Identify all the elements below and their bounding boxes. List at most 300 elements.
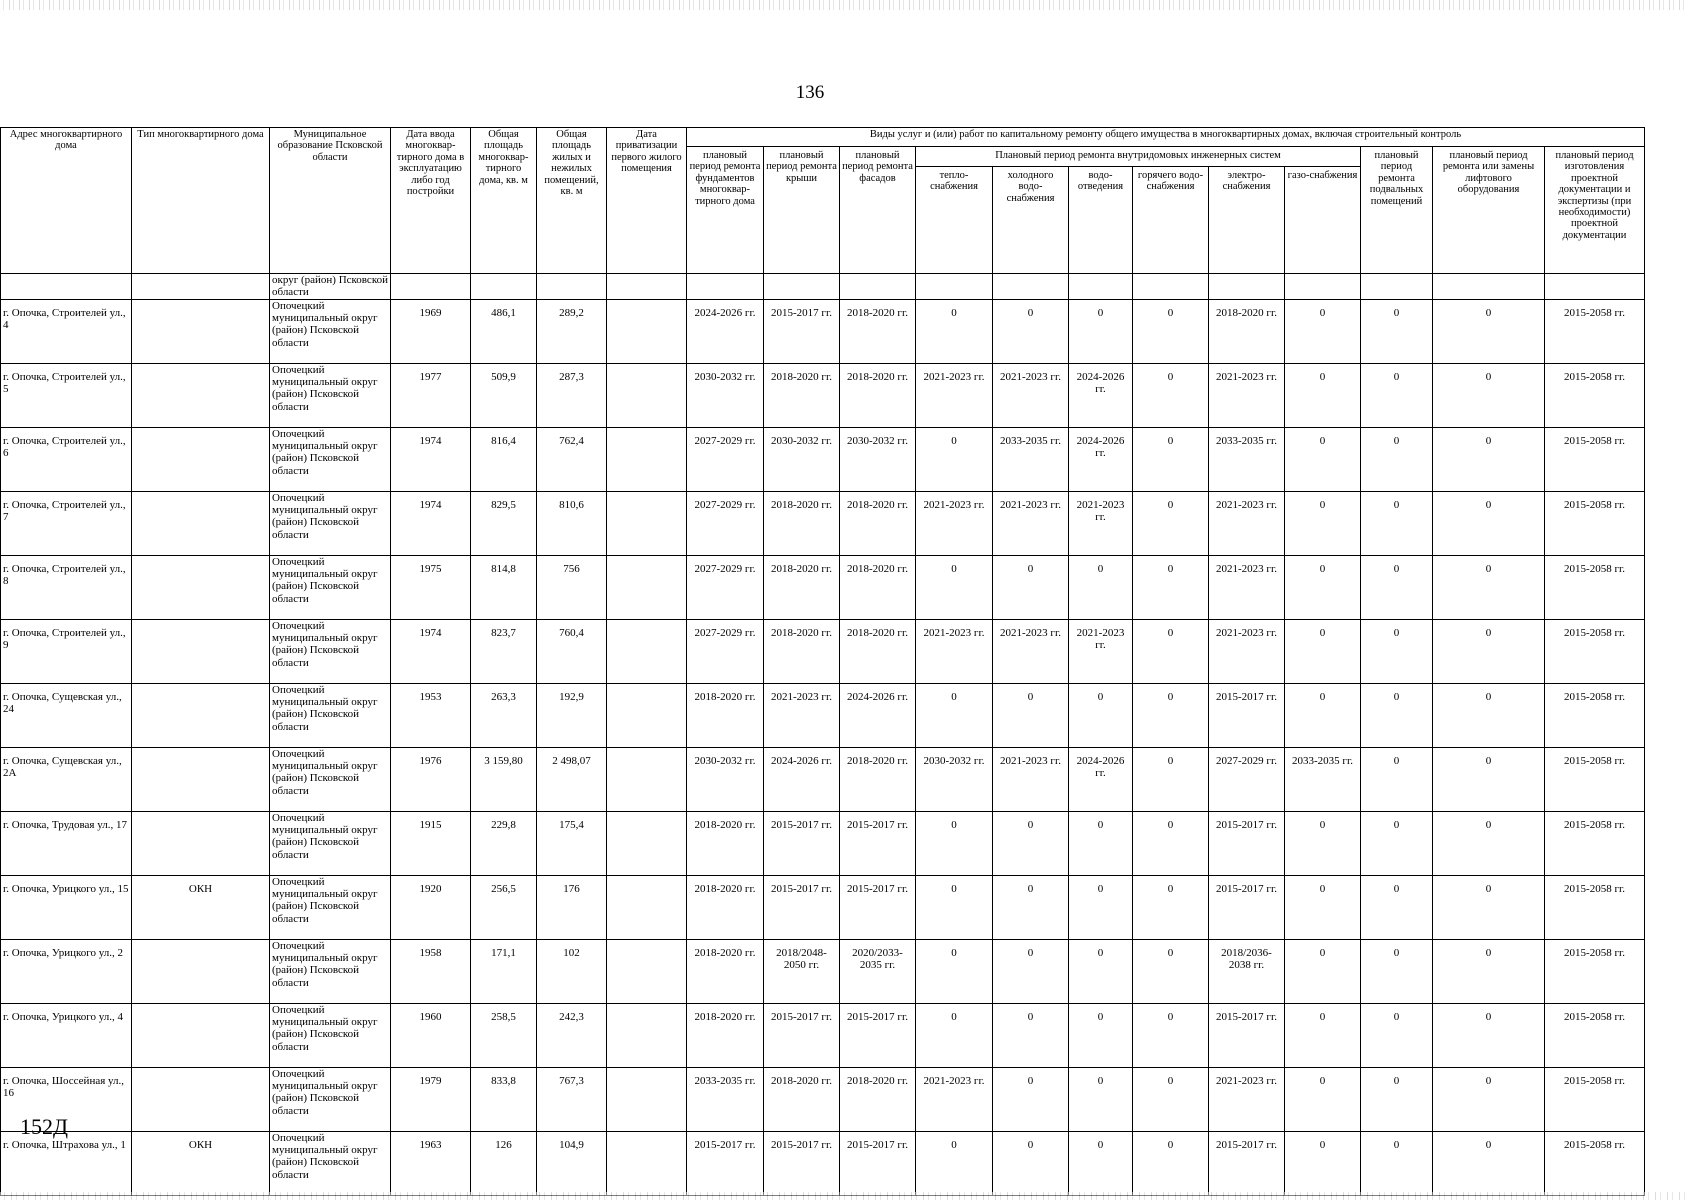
cell-privatization — [607, 684, 687, 748]
cell-privatization — [607, 364, 687, 428]
cell-electric: 2021-2023 гг. — [1209, 1068, 1285, 1132]
cell-design: 2015-2058 гг. — [1545, 684, 1645, 748]
cell-municipality: Опочецкий муниципальный округ (район) Псковской области — [270, 1068, 391, 1132]
table-row — [1, 556, 1645, 620]
cell-cold-water: 0 — [993, 940, 1069, 1004]
cell-cold-water: 2033-2035 гг. — [993, 428, 1069, 492]
cell-electric: 2021-2023 гг. — [1209, 620, 1285, 684]
header-design: плановый период изготовления проектной документации и экспертизы (при необходимости) проектной документации — [1545, 147, 1645, 274]
table-row — [1, 940, 1645, 1004]
cell-heat: 2021-2023 гг. — [916, 1068, 993, 1132]
table-row — [1, 748, 1645, 812]
cell-privatization — [607, 940, 687, 1004]
cell-electric: 2033-2035 гг. — [1209, 428, 1285, 492]
cell-electric: 2021-2023 гг. — [1209, 492, 1285, 556]
cell-design: 2015-2058 гг. — [1545, 300, 1645, 364]
cell-gas: 0 — [1285, 876, 1361, 940]
cell-year: 1953 — [391, 684, 471, 748]
table-row — [1, 364, 1645, 428]
cell-type — [132, 300, 270, 364]
cell-municipality: Опочецкий муниципальный округ (район) Псковской области — [270, 748, 391, 812]
table-row — [1, 428, 1645, 492]
cell-basement: 0 — [1361, 300, 1433, 364]
cell-roof: 2024-2026 гг. — [764, 748, 840, 812]
table-row — [1, 1132, 1645, 1196]
cell-municipality: Опочецкий муниципальный округ (район) Псковской области — [270, 876, 391, 940]
header-drainage: водо-отведения — [1069, 167, 1133, 274]
cell-facade: 2018-2020 гг. — [840, 556, 916, 620]
cell-cold-water: 0 — [993, 812, 1069, 876]
cell-municipality: Опочецкий муниципальный округ (район) Псковской области — [270, 556, 391, 620]
cell-total-area: 126 — [471, 1132, 537, 1196]
cell-type — [132, 364, 270, 428]
cell-electric: 2018-2020 гг. — [1209, 300, 1285, 364]
cell-living-area: 756 — [537, 556, 607, 620]
cell-living-area: 242,3 — [537, 1004, 607, 1068]
cell-design: 2015-2058 гг. — [1545, 492, 1645, 556]
cell-cold-water: 2021-2023 гг. — [993, 492, 1069, 556]
cell-foundation: 2024-2026 гг. — [687, 300, 764, 364]
cell-cold-water: 0 — [993, 1004, 1069, 1068]
cell-roof: 2015-2017 гг. — [764, 1004, 840, 1068]
cell-gas: 0 — [1285, 1132, 1361, 1196]
cell-total-area: 833,8 — [471, 1068, 537, 1132]
cell-year: 1979 — [391, 1068, 471, 1132]
cell-elevator: 0 — [1433, 1004, 1545, 1068]
cell-hot-water: 0 — [1133, 428, 1209, 492]
cell-drainage: 0 — [1069, 876, 1133, 940]
cell-cold-water: 0 — [993, 1132, 1069, 1196]
cell-type — [132, 684, 270, 748]
cell-year: 1915 — [391, 812, 471, 876]
header-services: Виды услуг и (или) работ по капитальному ремонту общего имущества в многоквартирных домах, включая строительный контроль — [687, 128, 1645, 147]
cell-elevator: 0 — [1433, 684, 1545, 748]
cell-drainage: 0 — [1069, 556, 1133, 620]
cell-hot-water: 0 — [1133, 556, 1209, 620]
cell-foundation: 2018-2020 гг. — [687, 812, 764, 876]
cell-total-area: 229,8 — [471, 812, 537, 876]
cell-roof: 2021-2023 гг. — [764, 684, 840, 748]
cell-heat: 0 — [916, 428, 993, 492]
header-municipality: Муниципальное образование Псковской области — [270, 128, 391, 274]
cell-address: г. Опочка, Урицкого ул., 4 — [1, 1004, 132, 1068]
cell-foundation: 2027-2029 гг. — [687, 428, 764, 492]
cell-year: 1960 — [391, 1004, 471, 1068]
cell-gas: 0 — [1285, 684, 1361, 748]
cell-foundation: 2015-2017 гг. — [687, 1132, 764, 1196]
cell-address: г. Опочка, Строителей ул., 4 — [1, 300, 132, 364]
cell-elevator: 0 — [1433, 556, 1545, 620]
cell-hot-water: 0 — [1133, 620, 1209, 684]
cell-drainage: 2021-2023 гг. — [1069, 492, 1133, 556]
cell-basement: 0 — [1361, 364, 1433, 428]
cell-municipality: Опочецкий муниципальный округ (район) Псковской области — [270, 492, 391, 556]
cell-living-area: 760,4 — [537, 620, 607, 684]
cell-design: 2015-2058 гг. — [1545, 556, 1645, 620]
cell-facade: 2024-2026 гг. — [840, 684, 916, 748]
cell-roof: 2015-2017 гг. — [764, 300, 840, 364]
cell-gas: 0 — [1285, 428, 1361, 492]
cell-elevator: 0 — [1433, 428, 1545, 492]
cell-address: г. Опочка, Сущевская ул., 2А — [1, 748, 132, 812]
cell-facade: 2018-2020 гг. — [840, 300, 916, 364]
cell-basement: 0 — [1361, 684, 1433, 748]
header-hot-water: горячего водо-снабжения — [1133, 167, 1209, 274]
cell-electric: 2015-2017 гг. — [1209, 1004, 1285, 1068]
cell-design: 2015-2058 гг. — [1545, 812, 1645, 876]
cell-heat: 2021-2023 гг. — [916, 364, 993, 428]
header-systems-group: Плановый период ремонта внутридомовых инженерных систем — [916, 147, 1361, 167]
capital-repair-table — [0, 127, 1645, 1196]
cell-hot-water: 0 — [1133, 492, 1209, 556]
cell-drainage: 0 — [1069, 300, 1133, 364]
cell-address: г. Опочка, Строителей ул., 9 — [1, 620, 132, 684]
cell-heat: 0 — [916, 1132, 993, 1196]
continuation-row — [1, 274, 1645, 300]
cell-facade: 2018-2020 гг. — [840, 1068, 916, 1132]
cell-gas: 0 — [1285, 556, 1361, 620]
cell-elevator: 0 — [1433, 812, 1545, 876]
cell-elevator: 0 — [1433, 1132, 1545, 1196]
cell-roof: 2015-2017 гг. — [764, 1132, 840, 1196]
cell-living-area: 2 498,07 — [537, 748, 607, 812]
cell-living-area: 767,3 — [537, 1068, 607, 1132]
cell-gas: 0 — [1285, 812, 1361, 876]
cell-year: 1969 — [391, 300, 471, 364]
cell-municipality: Опочецкий муниципальный округ (район) Псковской области — [270, 428, 391, 492]
cell-electric: 2027-2029 гг. — [1209, 748, 1285, 812]
cell-facade: 2018-2020 гг. — [840, 364, 916, 428]
cell-total-area: 814,8 — [471, 556, 537, 620]
cell-gas: 0 — [1285, 1068, 1361, 1132]
cell-living-area: 176 — [537, 876, 607, 940]
cell-basement: 0 — [1361, 940, 1433, 1004]
cell-drainage: 2021-2023 гг. — [1069, 620, 1133, 684]
cell-cold-water: 0 — [993, 556, 1069, 620]
cell-hot-water: 0 — [1133, 364, 1209, 428]
cell-type — [132, 556, 270, 620]
cell-type — [132, 1004, 270, 1068]
cell-type — [132, 620, 270, 684]
cell-roof: 2018/2048-2050 гг. — [764, 940, 840, 1004]
cell-year: 1977 — [391, 364, 471, 428]
cell-design: 2015-2058 гг. — [1545, 620, 1645, 684]
cell-basement: 0 — [1361, 876, 1433, 940]
cell-design: 2015-2058 гг. — [1545, 748, 1645, 812]
cell-hot-water: 0 — [1133, 876, 1209, 940]
header-privatization: Дата приватизации первого жилого помещения — [607, 128, 687, 274]
cell-drainage: 0 — [1069, 1004, 1133, 1068]
cell-heat: 0 — [916, 300, 993, 364]
cell-address: г. Опочка, Строителей ул., 6 — [1, 428, 132, 492]
cell-facade: 2018-2020 гг. — [840, 492, 916, 556]
cell-electric: 2021-2023 гг. — [1209, 364, 1285, 428]
cell-electric: 2015-2017 гг. — [1209, 812, 1285, 876]
cell-total-area: 509,9 — [471, 364, 537, 428]
cell-municipality: Опочецкий муниципальный округ (район) Псковской области — [270, 364, 391, 428]
cell-type: ОКН — [132, 1132, 270, 1196]
cell-address: г. Опочка, Шоссейная ул., 16 — [1, 1068, 132, 1132]
header-total-area: Общая площадь многоквар-тирного дома, кв. м — [471, 128, 537, 274]
cell-facade: 2015-2017 гг. — [840, 1004, 916, 1068]
cell-roof: 2015-2017 гг. — [764, 876, 840, 940]
page-number: 136 — [795, 82, 825, 103]
cell-facade: 2015-2017 гг. — [840, 876, 916, 940]
cell-foundation: 2018-2020 гг. — [687, 940, 764, 1004]
cell-hot-water: 0 — [1133, 1132, 1209, 1196]
cell-facade: 2018-2020 гг. — [840, 620, 916, 684]
cell-total-area: 486,1 — [471, 300, 537, 364]
cell-foundation: 2027-2029 гг. — [687, 492, 764, 556]
cell-elevator: 0 — [1433, 364, 1545, 428]
cell-heat: 2030-2032 гг. — [916, 748, 993, 812]
cell-drainage: 0 — [1069, 1068, 1133, 1132]
scan-edge-bottom — [0, 1192, 1686, 1200]
cell-heat: 0 — [916, 940, 993, 1004]
cell-basement: 0 — [1361, 492, 1433, 556]
cell-roof: 2018-2020 гг. — [764, 620, 840, 684]
cell-foundation: 2018-2020 гг. — [687, 1004, 764, 1068]
cell-year: 1976 — [391, 748, 471, 812]
cell-cold-water: 0 — [993, 1068, 1069, 1132]
cell-municipality: Опочецкий муниципальный округ (район) Псковской области — [270, 940, 391, 1004]
cell-living-area: 289,2 — [537, 300, 607, 364]
cell-elevator: 0 — [1433, 876, 1545, 940]
cell-roof: 2018-2020 гг. — [764, 1068, 840, 1132]
cell-total-area: 829,5 — [471, 492, 537, 556]
cell-gas: 0 — [1285, 364, 1361, 428]
table-row — [1, 492, 1645, 556]
cell-cold-water: 0 — [993, 876, 1069, 940]
cell-design: 2015-2058 гг. — [1545, 1004, 1645, 1068]
cell-total-area: 263,3 — [471, 684, 537, 748]
cell-foundation: 2030-2032 гг. — [687, 748, 764, 812]
cell-roof: 2018-2020 гг. — [764, 492, 840, 556]
cell-total-area: 823,7 — [471, 620, 537, 684]
cell-basement: 0 — [1361, 1068, 1433, 1132]
cell-heat: 0 — [916, 556, 993, 620]
cell-design: 2015-2058 гг. — [1545, 1132, 1645, 1196]
cell-type — [132, 940, 270, 1004]
cell-heat: 0 — [916, 1004, 993, 1068]
cell-year: 1920 — [391, 876, 471, 940]
header-basement: плановый период ремонта подвальных помещений — [1361, 147, 1433, 274]
cell-elevator: 0 — [1433, 940, 1545, 1004]
cell-year: 1974 — [391, 492, 471, 556]
cell-municipality: Опочецкий муниципальный округ (район) Псковской области — [270, 300, 391, 364]
cell-electric: 2018/2036-2038 гг. — [1209, 940, 1285, 1004]
cell-foundation: 2027-2029 гг. — [687, 556, 764, 620]
header-cold-water: холодного водо-снабжения — [993, 167, 1069, 274]
cell-facade: 2018-2020 гг. — [840, 748, 916, 812]
cell-privatization — [607, 300, 687, 364]
cell-hot-water: 0 — [1133, 1004, 1209, 1068]
cell-total-area: 258,5 — [471, 1004, 537, 1068]
cell-hot-water: 0 — [1133, 812, 1209, 876]
cell-cold-water: 2021-2023 гг. — [993, 748, 1069, 812]
cell-privatization — [607, 1004, 687, 1068]
cell-design: 2015-2058 гг. — [1545, 940, 1645, 1004]
cell-design: 2015-2058 гг. — [1545, 1068, 1645, 1132]
table-row — [1, 1068, 1645, 1132]
cell-electric: 2021-2023 гг. — [1209, 556, 1285, 620]
cell-address: г. Опочка, Урицкого ул., 15 — [1, 876, 132, 940]
cell-address: г. Опочка, Строителей ул., 8 — [1, 556, 132, 620]
cell-roof: 2018-2020 гг. — [764, 556, 840, 620]
cell-hot-water: 0 — [1133, 940, 1209, 1004]
header-electric: электро-снабжения — [1209, 167, 1285, 274]
table-row — [1, 620, 1645, 684]
cell-municipality: Опочецкий муниципальный округ (район) Псковской области — [270, 812, 391, 876]
cell-facade: 2030-2032 гг. — [840, 428, 916, 492]
cell-foundation: 2030-2032 гг. — [687, 364, 764, 428]
cell-basement: 0 — [1361, 428, 1433, 492]
cell-elevator: 0 — [1433, 1068, 1545, 1132]
table-row — [1, 876, 1645, 940]
cell-gas: 2033-2035 гг. — [1285, 748, 1361, 812]
cell-municipality: Опочецкий муниципальный округ (район) Псковской области — [270, 1132, 391, 1196]
cell-privatization — [607, 748, 687, 812]
cell-facade: 2015-2017 гг. — [840, 812, 916, 876]
cell-heat: 2021-2023 гг. — [916, 492, 993, 556]
cell-facade: 2015-2017 гг. — [840, 1132, 916, 1196]
cell-electric: 2015-2017 гг. — [1209, 1132, 1285, 1196]
document-code: 152Д — [20, 1114, 69, 1139]
cell-total-area: 256,5 — [471, 876, 537, 940]
cell-heat: 0 — [916, 812, 993, 876]
cell-total-area: 816,4 — [471, 428, 537, 492]
cell-gas: 0 — [1285, 1004, 1361, 1068]
cell-address: г. Опочка, Сущевская ул., 24 — [1, 684, 132, 748]
cell-living-area: 192,9 — [537, 684, 607, 748]
cell-foundation: 2018-2020 гг. — [687, 876, 764, 940]
cell-elevator: 0 — [1433, 300, 1545, 364]
cell-year: 1975 — [391, 556, 471, 620]
cell-foundation: 2018-2020 гг. — [687, 684, 764, 748]
header-address: Адрес многоквартирного дома — [1, 128, 132, 274]
scan-edge-top — [0, 0, 1686, 10]
cell-electric: 2015-2017 гг. — [1209, 876, 1285, 940]
cell-municipality: Опочецкий муниципальный округ (район) Псковской области — [270, 1004, 391, 1068]
table-row — [1, 684, 1645, 748]
cell-privatization — [607, 1132, 687, 1196]
cell-drainage: 2024-2026 гг. — [1069, 748, 1133, 812]
cell-gas: 0 — [1285, 940, 1361, 1004]
cell-cold-water: 2021-2023 гг. — [993, 620, 1069, 684]
header-foundation: плановый период ремонта фундаментов многоквар-тирного дома — [687, 147, 764, 274]
cell-hot-water: 0 — [1133, 684, 1209, 748]
table-row — [1, 812, 1645, 876]
cell-roof: 2018-2020 гг. — [764, 364, 840, 428]
cell-privatization — [607, 556, 687, 620]
cell-drainage: 0 — [1069, 812, 1133, 876]
cell-elevator: 0 — [1433, 492, 1545, 556]
cell-roof: 2015-2017 гг. — [764, 812, 840, 876]
table-row — [1, 300, 1645, 364]
cell-address: г. Опочка, Штрахова ул., 1 — [1, 1132, 132, 1196]
cell-heat: 0 — [916, 876, 993, 940]
cell-design: 2015-2058 гг. — [1545, 876, 1645, 940]
cell-drainage: 2024-2026 гг. — [1069, 428, 1133, 492]
header-elevator: плановый период ремонта или замены лифтового оборудования — [1433, 147, 1545, 274]
cell-address: г. Опочка, Урицкого ул., 2 — [1, 940, 132, 1004]
cell-elevator: 0 — [1433, 620, 1545, 684]
cell-type: ОКН — [132, 876, 270, 940]
cell-cold-water: 2021-2023 гг. — [993, 364, 1069, 428]
cell-address: г. Опочка, Трудовая ул., 17 — [1, 812, 132, 876]
cell-privatization — [607, 876, 687, 940]
cell-type — [132, 748, 270, 812]
cell-municipality: Опочецкий муниципальный округ (район) Псковской области — [270, 620, 391, 684]
cell-basement: 0 — [1361, 620, 1433, 684]
cell-living-area: 102 — [537, 940, 607, 1004]
cell-year: 1974 — [391, 620, 471, 684]
cell-gas: 0 — [1285, 492, 1361, 556]
cell-year: 1958 — [391, 940, 471, 1004]
cell-basement: 0 — [1361, 812, 1433, 876]
cell-privatization — [607, 1068, 687, 1132]
table-body — [1, 274, 1645, 1196]
cell-design: 2015-2058 гг. — [1545, 364, 1645, 428]
cell-living-area: 287,3 — [537, 364, 607, 428]
cell-foundation: 2027-2029 гг. — [687, 620, 764, 684]
cell-hot-water: 0 — [1133, 300, 1209, 364]
cell-living-area: 104,9 — [537, 1132, 607, 1196]
cell-electric: 2015-2017 гг. — [1209, 684, 1285, 748]
header-roof: плановый период ремонта крыши — [764, 147, 840, 274]
cell-address: г. Опочка, Строителей ул., 7 — [1, 492, 132, 556]
cell-foundation: 2033-2035 гг. — [687, 1068, 764, 1132]
cell-basement: 0 — [1361, 1004, 1433, 1068]
cell-drainage: 0 — [1069, 684, 1133, 748]
cell-municipality: Опочецкий муниципальный округ (район) Псковской области — [270, 684, 391, 748]
cell-type — [132, 812, 270, 876]
cell-hot-water: 0 — [1133, 1068, 1209, 1132]
cell-living-area: 175,4 — [537, 812, 607, 876]
cell-total-area: 3 159,80 — [471, 748, 537, 812]
cell-type — [132, 1068, 270, 1132]
cell-living-area: 762,4 — [537, 428, 607, 492]
cell-year: 1963 — [391, 1132, 471, 1196]
cell-basement: 0 — [1361, 556, 1433, 620]
cell-privatization — [607, 812, 687, 876]
table-row — [1, 1004, 1645, 1068]
cell-privatization — [607, 620, 687, 684]
cell-design: 2015-2058 гг. — [1545, 428, 1645, 492]
cell-roof: 2030-2032 гг. — [764, 428, 840, 492]
cell-gas: 0 — [1285, 620, 1361, 684]
cell-basement: 0 — [1361, 1132, 1433, 1196]
cell-elevator: 0 — [1433, 748, 1545, 812]
header-facade: плановый период ремонта фасадов — [840, 147, 916, 274]
cell-privatization — [607, 492, 687, 556]
continuation-municipality: округ (район) Псковской области — [270, 274, 391, 300]
cell-drainage: 2024-2026 гг. — [1069, 364, 1133, 428]
cell-total-area: 171,1 — [471, 940, 537, 1004]
cell-type — [132, 492, 270, 556]
cell-year: 1974 — [391, 428, 471, 492]
cell-hot-water: 0 — [1133, 748, 1209, 812]
cell-heat: 0 — [916, 684, 993, 748]
cell-gas: 0 — [1285, 300, 1361, 364]
header-year: Дата ввода многоквар-тирного дома в эксплуатацию либо год постройки — [391, 128, 471, 274]
cell-heat: 2021-2023 гг. — [916, 620, 993, 684]
header-heat: тепло-снабжения — [916, 167, 993, 274]
cell-cold-water: 0 — [993, 300, 1069, 364]
header-type: Тип многоквартирного дома — [132, 128, 270, 274]
cell-cold-water: 0 — [993, 684, 1069, 748]
cell-address: г. Опочка, Строителей ул., 5 — [1, 364, 132, 428]
